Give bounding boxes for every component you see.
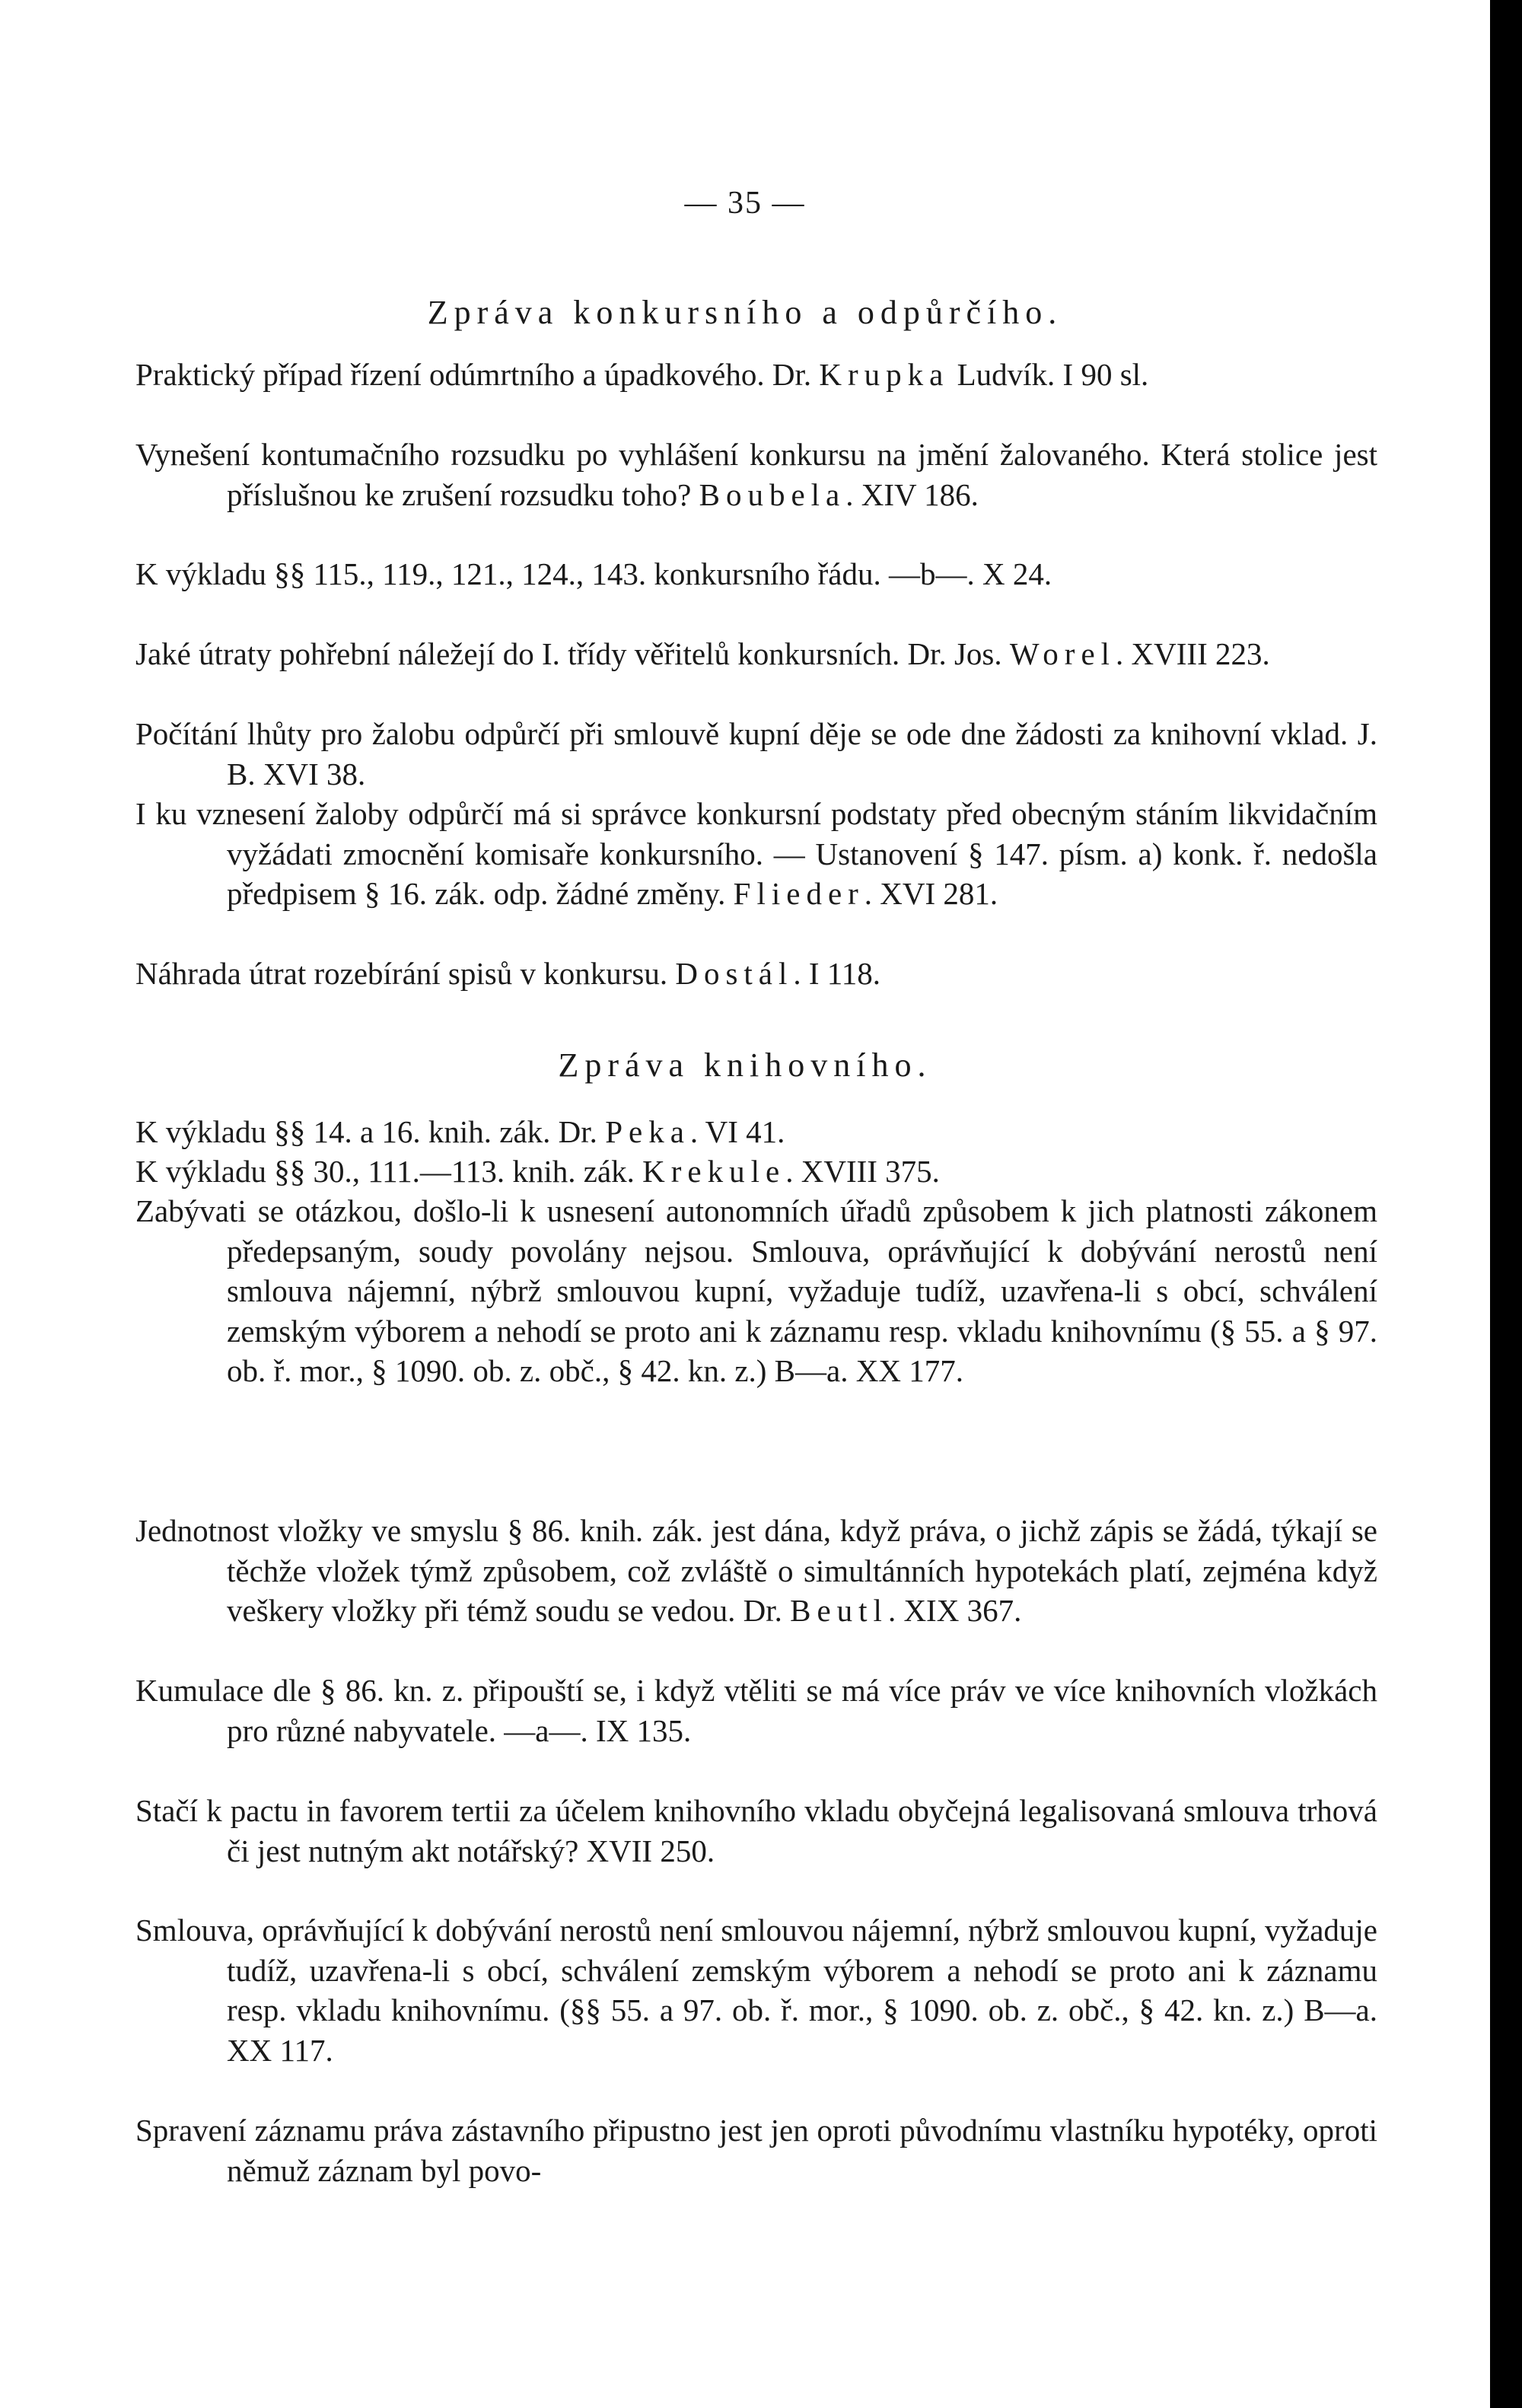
- entry-krekule: K výkladu §§ 30., 111.—113. knih. zák. Krekule. XVIII 375.: [135, 1154, 940, 1189]
- entry-worel: Jaké útraty pohřební náležejí do I. třídy věřitelů konkursních. Dr. Jos. Worel. XVIII 223.: [135, 636, 1270, 671]
- entry-peka: K výkladu §§ 14. a 16. knih. zák. Dr. Peka. VI 41.: [135, 1114, 785, 1149]
- entry-lhuta: Počítání lhůty pro žalobu odpůrčí při smlouvě kupní děje se ode dne žádosti za knihovní vklad. J. B. XVI 38.: [135, 716, 1377, 792]
- entry-zabyvati: Zabývati se otázkou, došlo-li k usnesení autonomních úřadů způsobem k jich platnosti zákonem předepsaným, soudy povolány nejsou. Smlouva, oprávňující k dobývání nerostů není smlouva nájemní, nýbrž smlouvou kupní, vyžaduje tudíž, uzavřena-li s obcí, schválení zemským výborem a nehodí se proto ani k záznamu resp. vkladu knihovnímu (§ 55. a § 97. ob. ř. mor., § 1090. ob. z. obč., § 42. kn. z.) B—a. XX 177.: [135, 1193, 1377, 1388]
- entry-krupka: Praktický případ řízení odúmrtního a úpadkového. Dr. Krupka Ludvík. I 90 sl.: [135, 357, 1149, 392]
- entry-beutl: Jednotnost vložky ve smyslu § 86. knih. zák. jest dána, když práva, o jichž zápis se žádá, týkají se těchže vložek týmž způsobem, což zvláště o simultánních hypotekách platí, zejména když veškery vložky při témž soudu se vedou. Dr. Beutl. XIX 367.: [135, 1513, 1377, 1628]
- entry-flieder: I ku vznesení žaloby odpůrčí má si správce konkursní podstaty před obecným stáním likvidačním vyžádati zmocnění komisaře konkursního. — Ustanovení § 147. písm. a) konk. ř. nedošla předpisem § 16. zák. odp. žádné změny. Flieder. XVI 281.: [135, 796, 1377, 911]
- entry-boubela: Vynešení kontumačního rozsudku po vyhlášení konkursu na jmění žalovaného. Která stolice jest příslušnou ke zrušení rozsudku toho? Boubela. XIV 186.: [135, 437, 1377, 512]
- scan-edge: [1490, 0, 1522, 2408]
- entry-konkursni-rad: K výkladu §§ 115., 119., 121., 124., 143. konkursního řádu. —b—. X 24.: [135, 556, 1052, 591]
- entry-pactum: Stačí k pactu in favorem tertii za účelem knihovního vkladu obyčejná legalisovaná smlouva trhová či jest nutným akt notářský? XVII 250.: [135, 1793, 1377, 1868]
- page-number: — 35 —: [684, 186, 806, 221]
- section-heading-knihovni: Zpráva knihovního.: [558, 1046, 932, 1084]
- entry-kumulace: Kumulace dle § 86. kn. z. připouští se, i když vtěliti se má více práv ve více knihovních vložkách pro různé nabyvatele. —a—. IX 135.: [135, 1673, 1377, 1748]
- section-heading-konkurs: Zpráva konkursního a odpůrčího.: [427, 294, 1063, 331]
- entry-smlouva: Smlouva, oprávňující k dobývání nerostů není smlouvou nájemní, nýbrž smlouvou kupní, vyžaduje tudíž, uzavřena-li s obcí, schválení zemským výborem a nehodí se proto ani k záznamu resp. vkladu knihovnímu. (§§ 55. a 97. ob. ř. mor., § 1090. ob. z. obč., § 42. kn. z.) B—a. XX 117.: [135, 1913, 1377, 2068]
- entry-dostal: Náhrada útrat rozebírání spisů v konkursu. Dostál. I 118.: [135, 956, 881, 991]
- entry-spraveni: Spravení záznamu práva zástavního připustno jest jen oproti původnímu vlastníku hypotéky, oproti němuž záznam byl povo-: [135, 2113, 1377, 2188]
